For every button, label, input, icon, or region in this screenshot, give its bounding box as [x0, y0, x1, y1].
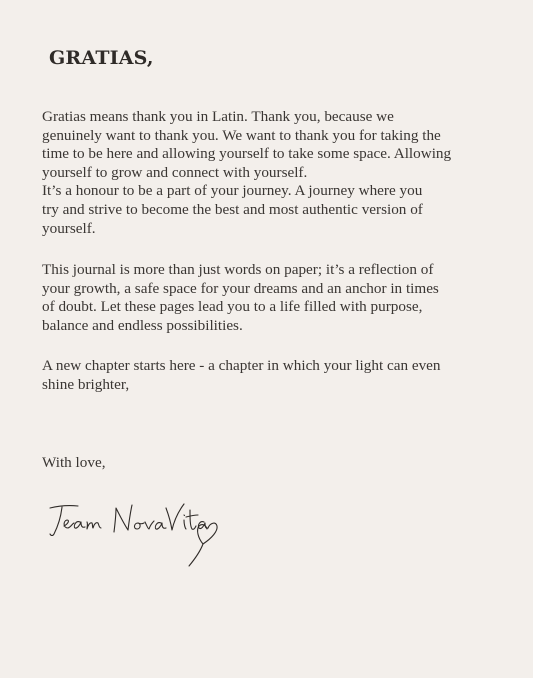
handwritten-signature [44, 496, 224, 576]
closing-line: With love, [42, 454, 106, 471]
text-line: This journal is more than just words on paper; it’s a reflection of [42, 261, 434, 278]
paragraph-gratias-meaning [42, 108, 474, 238]
text-line: yourself to grow and connect with yourself. [42, 163, 308, 181]
text-line: genuinely want to thank you. We want to thank you for taking the [42, 126, 441, 144]
text-line: time to be here and allowing yourself to take some space. Allowing [42, 145, 452, 163]
text-line: of doubt. Let these pages lead you to a life filled with purpose, [42, 298, 423, 316]
text-line: A new chapter starts here - a chapter in which your light can even [42, 357, 441, 374]
text-line: yourself. [42, 219, 96, 237]
text-line: It’s a honour to be a part of your journey. A journey where you [42, 182, 423, 200]
text-line: shine brighter, [42, 375, 130, 393]
text-line: try and strive to become the best and most authentic version of [42, 200, 423, 218]
paragraph-journal-purpose [42, 261, 474, 335]
text-line: balance and endless possibilities. [42, 316, 243, 334]
text-line: your growth, a safe space for your dreams and an anchor in times [42, 279, 439, 297]
paragraph-new-chapter [42, 357, 474, 394]
letter-title: GRATIAS, [49, 47, 154, 69]
text-line: Gratias means thank you in Latin. Thank you, because we [42, 108, 394, 125]
